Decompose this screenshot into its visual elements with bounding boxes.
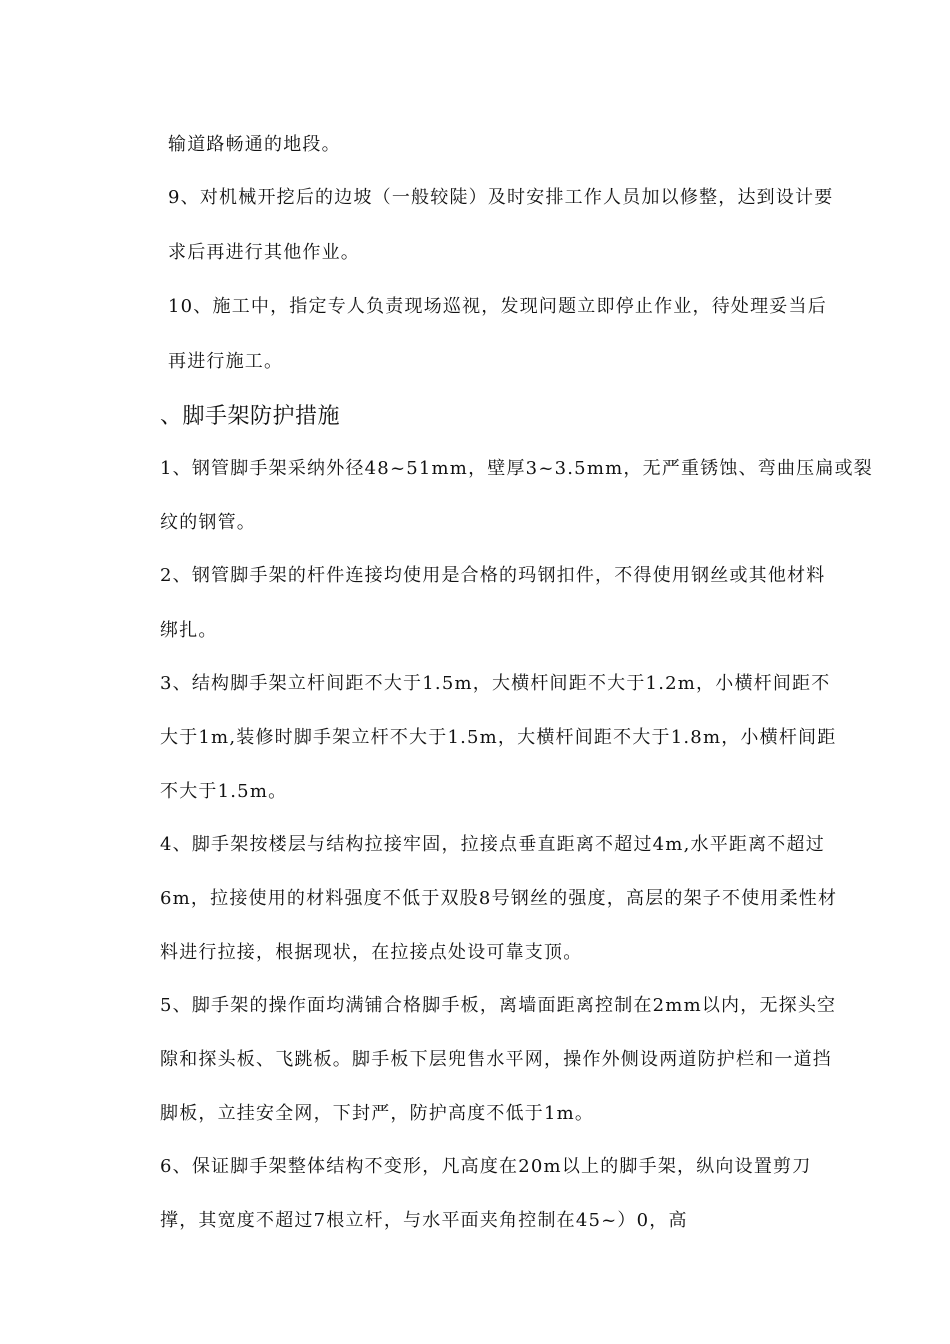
text-line: 撑，其宽度不超过7根立杆，与水平面夹角控制在45~）0，高: [160, 1210, 688, 1231]
text-line: 纹的钢管。: [160, 512, 256, 533]
text-line: 再进行施工。: [168, 351, 284, 372]
text-line: 大于1m,装修时脚手架立杆不大于1.5m，大横杆间距不大于1.8m，小横杆间距: [160, 727, 837, 748]
text-line: 10、施工中，指定专人负责现场巡视，发现问题立即停止作业，待处理妥当后: [168, 296, 827, 317]
text-line: 求后再进行其他作业。: [168, 242, 360, 263]
text-line: 1、钢管脚手架采纳外径48~51mm，壁厚3~3.5mm，无严重锈蚀、弯曲压扁或裂: [160, 458, 873, 479]
section-heading: 、脚手架防护措施: [160, 404, 341, 429]
text-line: 5、脚手架的操作面均满铺合格脚手板，离墙面距离控制在2mm以内，无探头空: [160, 995, 837, 1016]
text-line: 6m，拉接使用的材料强度不低于双股8号钢丝的强度，高层的架子不使用柔性材: [160, 888, 838, 909]
text-line: 料进行拉接，根据现状，在拉接点处设可靠支顶。: [160, 942, 583, 963]
text-line: 4、脚手架按楼层与结构拉接牢固，拉接点垂直距离不超过4m,水平距离不超过: [160, 834, 825, 855]
text-line: 不大于1.5m。: [160, 781, 288, 802]
text-line: 6、保证脚手架整体结构不变形，凡高度在20m以上的脚手架，纵向设置剪刀: [160, 1156, 812, 1177]
text-line: 绑扎。: [160, 620, 218, 641]
text-line: 输道路畅通的地段。: [168, 134, 341, 155]
text-line: 脚板，立挂安全网，下封严，防护高度不低于1m。: [160, 1103, 595, 1124]
text-line: 3、结构脚手架立杆间距不大于1.5m，大横杆间距不大于1.2m，小横杆间距不: [160, 673, 831, 694]
text-line: 2、钢管脚手架的杆件连接均使用是合格的玛钢扣件，不得使用钢丝或其他材料: [160, 565, 826, 586]
text-line: 隙和探头板、飞跳板。脚手板下层兜售水平网，操作外侧设两道防护栏和一道挡: [160, 1049, 832, 1070]
text-line: 9、对机械开挖后的边坡（一般较陡）及时安排工作人员加以修整，达到设计要: [168, 187, 834, 208]
